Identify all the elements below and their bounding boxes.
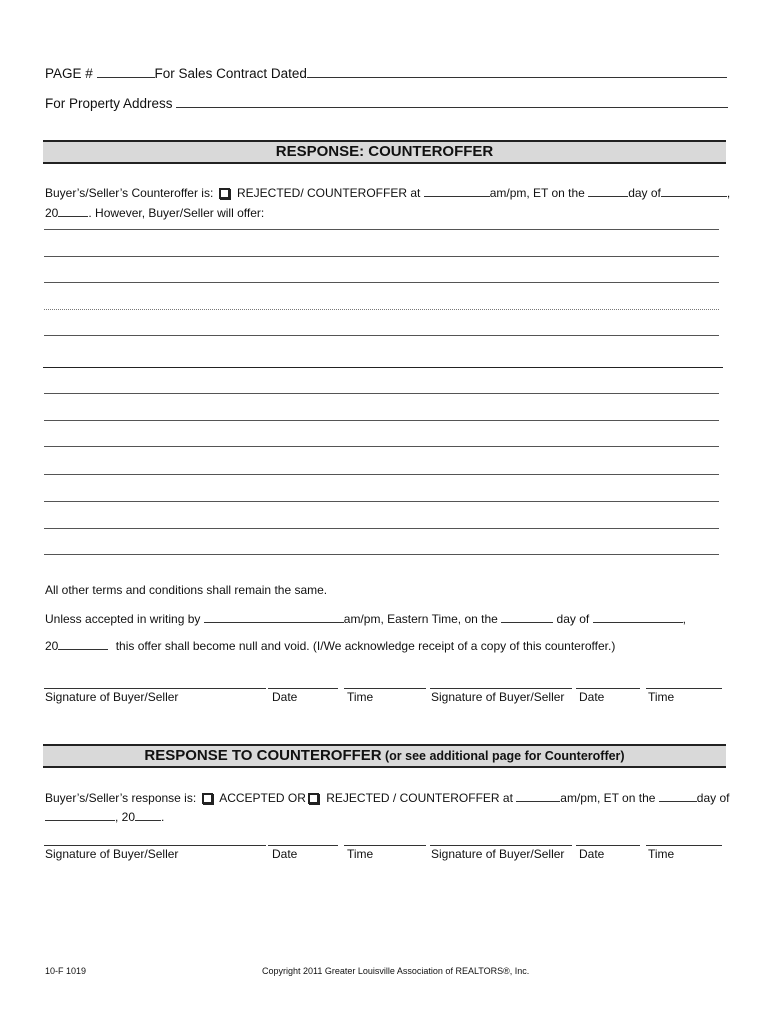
property-address-field[interactable] <box>176 95 728 108</box>
eastern-time-label: am/pm, Eastern Time, on the <box>343 612 498 626</box>
contract-dated-label: For Sales Contract Dated <box>154 66 307 81</box>
year-prefix: , 20 <box>115 810 136 824</box>
form-id: 10-F 1019 <box>45 966 87 976</box>
accepted-label: ACCEPTED OR <box>219 791 306 805</box>
deadline-day-field[interactable] <box>501 610 553 623</box>
offer-writing-line[interactable] <box>44 256 719 257</box>
date-label: Date <box>579 690 605 704</box>
page-number-field[interactable] <box>97 65 155 78</box>
period: . <box>161 810 165 824</box>
signature-line[interactable] <box>44 845 266 846</box>
counteroffer-title: RESPONSE: COUNTEROFFER <box>275 143 494 160</box>
response-banner <box>43 744 726 768</box>
offer-writing-line[interactable] <box>44 528 719 529</box>
page-number-row <box>45 65 727 81</box>
response-subtitle: (or see additional page for Counteroffer) <box>384 749 625 763</box>
signature-line[interactable] <box>430 845 572 846</box>
date-label: Date <box>272 847 298 861</box>
signature-line[interactable] <box>44 688 266 689</box>
offer-writing-line[interactable] <box>44 309 719 310</box>
offer-writing-line[interactable] <box>44 282 719 283</box>
response-time-field[interactable] <box>516 789 560 802</box>
response-day-field[interactable] <box>659 789 697 802</box>
response-year-field[interactable] <box>135 808 161 821</box>
offer-writing-line[interactable] <box>44 335 719 336</box>
offer-writing-line[interactable] <box>44 474 719 475</box>
unless-accepted-label: Unless accepted in writing by <box>45 612 201 626</box>
date-label: Date <box>272 690 298 704</box>
signature-label: Signature of Buyer/Seller <box>45 690 179 704</box>
buyer-seller-offer-text: . However, Buyer/Seller will offer: <box>88 206 265 220</box>
property-address-label: For Property Address <box>45 96 173 111</box>
offer-writing-line[interactable] <box>44 393 719 394</box>
time-label: am/pm, ET on the <box>560 791 656 805</box>
response-title: RESPONSE TO COUNTEROFFER <box>144 747 382 764</box>
contract-date-field[interactable] <box>307 65 727 78</box>
time-line[interactable] <box>344 688 426 689</box>
date-line[interactable] <box>268 688 338 689</box>
signature-label: Signature of Buyer/Seller <box>431 690 565 704</box>
comma: , <box>682 612 686 626</box>
counteroffer-prefix: Buyer’s/Seller’s Counteroffer is: <box>45 186 214 200</box>
time-label: Time <box>648 847 675 861</box>
deadline-month-field[interactable] <box>593 610 683 623</box>
date-label: Date <box>579 847 605 861</box>
day-of-label: day of <box>696 791 730 805</box>
counteroffer-day-field[interactable] <box>588 184 628 197</box>
time-label: Time <box>347 690 374 704</box>
response-line-1 <box>45 789 729 805</box>
accepted-checkbox[interactable] <box>202 793 213 804</box>
page-number-label: PAGE # <box>45 66 93 81</box>
response-prefix: Buyer’s/Seller’s response is: <box>45 791 197 805</box>
signature-label: Signature of Buyer/Seller <box>431 847 565 861</box>
property-address-row <box>45 95 728 111</box>
response-line-2 <box>45 808 164 824</box>
time-line[interactable] <box>646 845 722 846</box>
counteroffer-line-1 <box>45 184 730 200</box>
rejected-checkbox[interactable] <box>219 188 230 199</box>
copyright-notice: Copyright 2011 Greater Louisville Association of REALTORS®, Inc. <box>262 966 530 976</box>
deadline-time-field[interactable] <box>204 610 344 623</box>
rejected-label: REJECTED / COUNTEROFFER at <box>326 791 513 805</box>
deadline-year-field[interactable] <box>58 637 108 650</box>
rejected-counteroffer-label: REJECTED/ COUNTEROFFER at <box>237 186 421 200</box>
time-label: Time <box>347 847 374 861</box>
counteroffer-year-field[interactable] <box>58 204 88 217</box>
response-month-field[interactable] <box>45 808 115 821</box>
time-label: am/pm, ET on the <box>489 186 585 200</box>
year-prefix: 20 <box>45 206 59 220</box>
offer-writing-line[interactable] <box>44 446 719 447</box>
terms-statement: All other terms and conditions shall remain the same. <box>45 583 328 597</box>
rejected-checkbox[interactable] <box>308 793 319 804</box>
counteroffer-time-field[interactable] <box>424 184 490 197</box>
counteroffer-line-2 <box>45 204 264 220</box>
acceptance-deadline-row <box>45 610 686 626</box>
date-line[interactable] <box>576 845 640 846</box>
offer-writing-line[interactable] <box>44 420 719 421</box>
signature-label: Signature of Buyer/Seller <box>45 847 179 861</box>
time-line[interactable] <box>646 688 722 689</box>
offer-writing-line[interactable] <box>44 554 719 555</box>
time-line[interactable] <box>344 845 426 846</box>
date-line[interactable] <box>268 845 338 846</box>
null-void-text: this offer shall become null and void. (I/We acknowledge receipt of a copy of this counteroffer.) <box>115 639 616 653</box>
null-void-row <box>45 637 615 653</box>
day-of-label: day of <box>628 186 661 200</box>
counteroffer-month-field[interactable] <box>661 184 727 197</box>
date-line[interactable] <box>576 688 640 689</box>
offer-writing-line[interactable] <box>44 501 719 502</box>
comma: , <box>726 186 731 200</box>
counteroffer-banner <box>43 140 726 164</box>
offer-writing-line[interactable] <box>43 367 723 368</box>
deadline-day-of-label: day of <box>556 612 590 626</box>
time-label: Time <box>648 690 675 704</box>
year-prefix: 20 <box>45 639 59 653</box>
signature-line[interactable] <box>430 688 572 689</box>
offer-writing-line[interactable] <box>44 229 719 230</box>
